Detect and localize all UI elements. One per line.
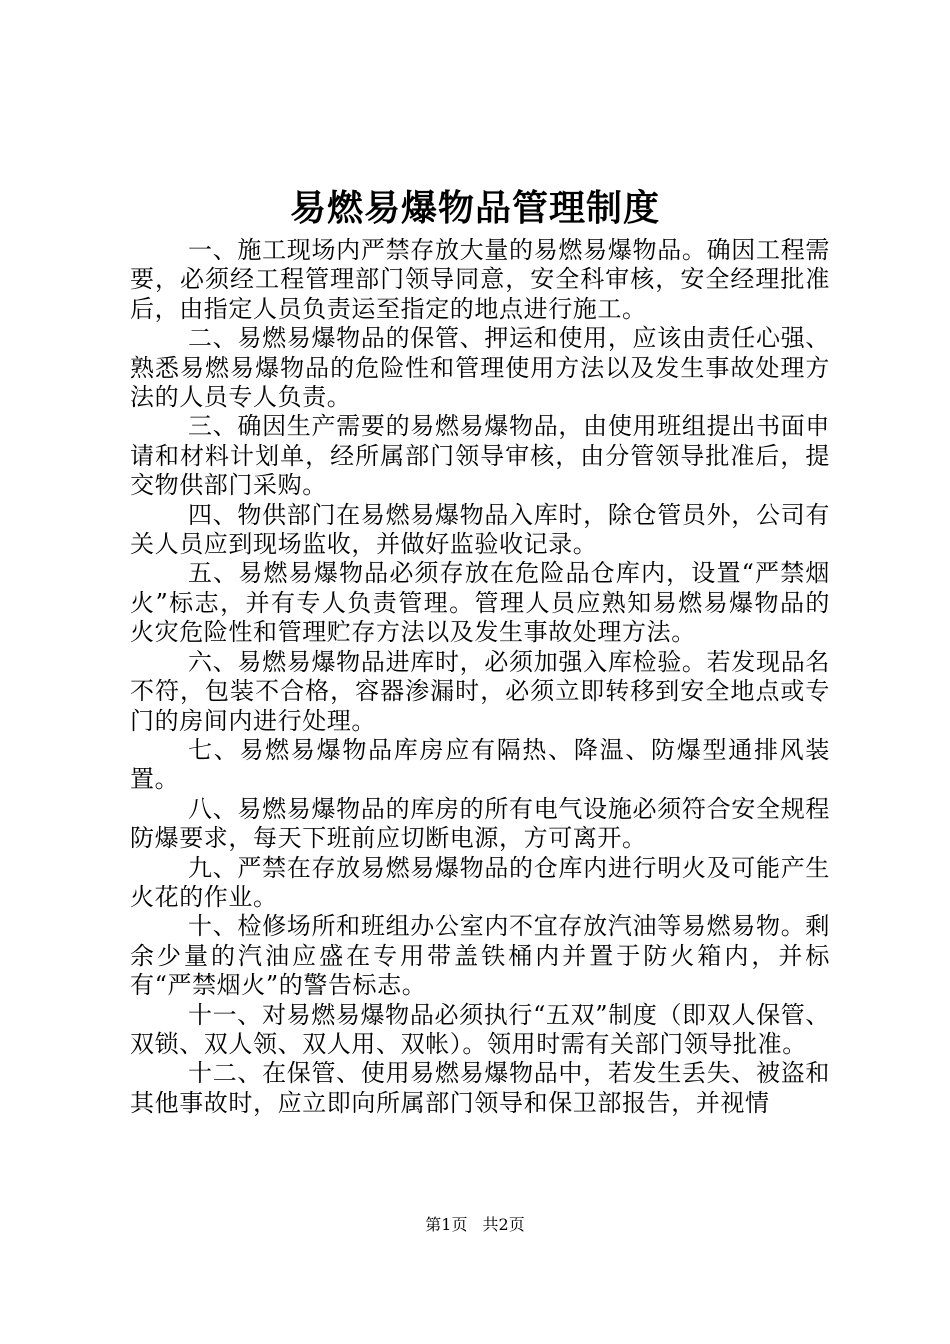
paragraph-4: 四、物供部门在易燃易爆物品入库时，除仓管员外，公司有关人员应到现场监收，并做好监验收记录。 (130, 500, 830, 559)
page-number: 第1页 (425, 1215, 468, 1234)
page-footer (0, 1214, 950, 1236)
paragraph-6: 六、易燃易爆物品进库时，必须加强入库检验。若发现品名不符，包装不合格，容器渗漏时，必须立即转移到安全地点或专门的房间内进行处理。 (130, 647, 830, 735)
paragraph-9: 九、严禁在存放易燃易爆物品的仓库内进行明火及可能产生火花的作业。 (130, 853, 830, 911)
paragraph-2: 二、易燃易爆物品的保管、押运和使用，应该由责任心强、熟悉易燃易爆物品的危险性和管理使用方法以及发生事故处理方法的人员专人负责。 (130, 324, 830, 412)
paragraph-7: 七、易燃易爆物品库房应有隔热、降温、防爆型通排风装置。 (130, 735, 830, 794)
paragraph-12: 十二、在保管、使用易燃易爆物品中，若发生丢失、被盗和其他事故时，应立即向所属部门领导和保卫部报告，并视情 (130, 1059, 830, 1117)
paragraph-10: 十、检修场所和班组办公室内不宜存放汽油等易燃易物。剩余少量的汽油应盛在专用带盖铁桶内并置于防火箱内，并标有“严禁烟火”的警告标志。 (130, 912, 830, 1000)
paragraph-5: 五、易燃易爆物品必须存放在危险品仓库内，设置“严禁烟火”标志，并有专人负责管理。管理人员应熟知易燃易爆物品的火灾危险性和管理贮存方法以及发生事故处理方法。 (130, 559, 830, 647)
document-title: 易燃易爆物品管理制度 (289, 187, 660, 229)
paragraph-3: 三、确因生产需要的易燃易爆物品，由使用班组提出书面申请和材料计划单，经所属部门领导审核，由分管领导批准后，提交物供部门采购。 (130, 412, 830, 500)
paragraph-1: 一、施工现场内严禁存放大量的易燃易爆物品。确因工程需要，必须经工程管理部门领导同意，安全科审核，安全经理批准后，由指定人员负责运至指定的地点进行施工。 (130, 236, 830, 323)
document-body (130, 236, 830, 1118)
paragraph-8: 八、易燃易爆物品的库房的所有电气设施必须符合安全规程防爆要求，每天下班前应切断电源，方可离开。 (130, 794, 830, 853)
page-total: 共2页 (482, 1215, 525, 1234)
paragraph-11: 十一、对易燃易爆物品必须执行“五双”制度（即双人保管、双锁、双人领、双人用、双帐）。领用时需有关部门领导批准。 (130, 1000, 830, 1058)
